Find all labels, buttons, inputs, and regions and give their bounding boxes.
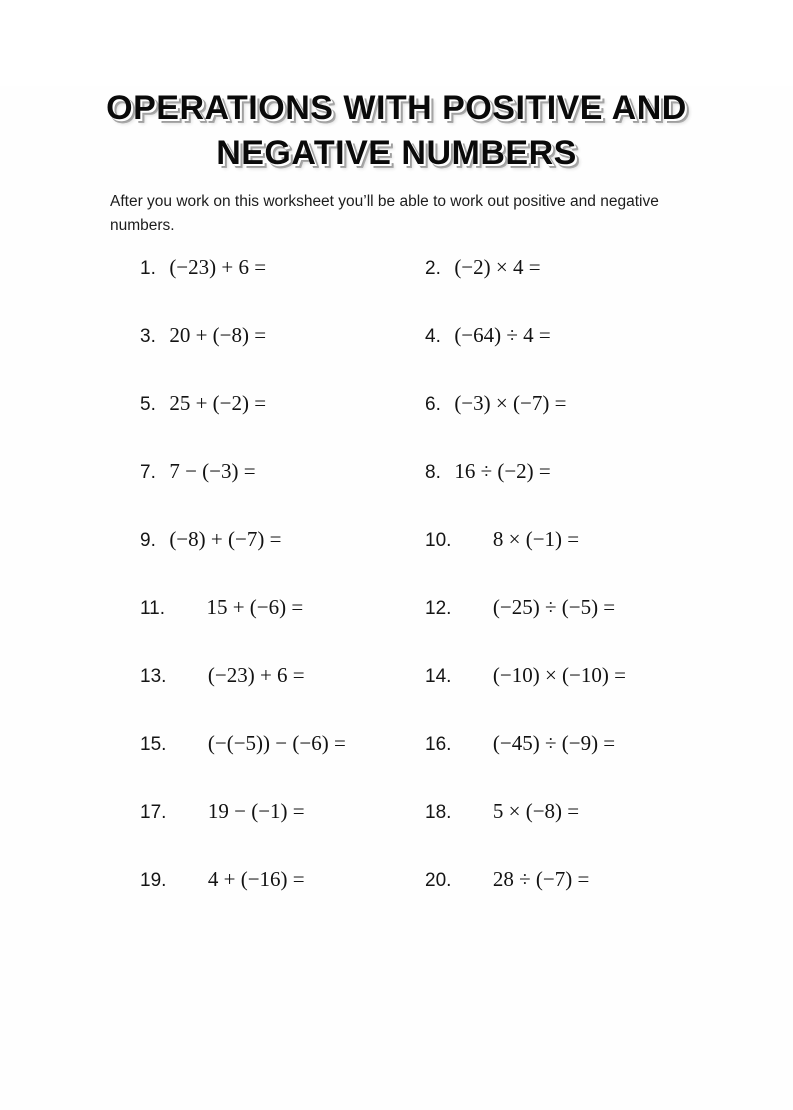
problem-number: 17.: [140, 802, 167, 823]
problem-expression: (−25) ÷ (−5) =: [492, 595, 616, 619]
problem-item: [425, 594, 793, 623]
problem-number: 18.: [425, 802, 452, 823]
problem-item: [425, 798, 793, 827]
problem-expression: (−8) + (−7) =: [169, 527, 282, 551]
problem-item: [140, 254, 425, 283]
problem-item: [140, 866, 425, 895]
problem-number: 10.: [425, 530, 452, 551]
problem-item: [140, 458, 425, 487]
problem-expression: (−23) + 6 =: [207, 663, 305, 687]
problem-item: [140, 526, 425, 555]
problem-expression: (−2) × 4 =: [454, 255, 541, 279]
problem-item: [140, 390, 425, 419]
problem-number: 1.: [140, 258, 156, 279]
problem-number: 11.: [140, 598, 166, 619]
problem-number: 13.: [140, 666, 167, 687]
problem-expression: 20 + (−8) =: [169, 323, 267, 347]
problem-number: 15.: [140, 734, 167, 755]
problem-expression: 7 − (−3) =: [169, 459, 256, 483]
problem-number: 9.: [140, 530, 156, 551]
problem-number: 3.: [140, 326, 156, 347]
title-line-1: OPERATIONS WITH POSITIVE AND: [106, 89, 687, 127]
problem-number: 12.: [425, 598, 452, 619]
problem-number: 6.: [425, 394, 441, 415]
problem-number: 4.: [425, 326, 441, 347]
problem-number: 2.: [425, 258, 441, 279]
problem-expression: 19 − (−1) =: [207, 799, 305, 823]
problem-item: [425, 254, 793, 283]
problem-number: 16.: [425, 734, 452, 755]
problem-expression: 5 × (−8) =: [492, 799, 580, 823]
intro-text: After you work on this worksheet you’ll be able to work out positive and negative numbers.: [110, 193, 659, 234]
problem-expression: (−10) × (−10) =: [492, 663, 626, 687]
problem-item: [140, 594, 425, 623]
problem-expression: (−23) + 6 =: [169, 255, 267, 279]
problem-number: 14.: [425, 666, 452, 687]
problem-expression: (−45) ÷ (−9) =: [492, 731, 616, 755]
problem-item: [140, 322, 425, 351]
problem-expression: 28 ÷ (−7) =: [492, 867, 590, 891]
problem-expression: 4 + (−16) =: [207, 867, 305, 891]
problem-number: 20.: [425, 870, 452, 891]
problem-expression: (−(−5)) − (−6) =: [207, 731, 346, 755]
problem-expression: 16 ÷ (−2) =: [454, 459, 551, 483]
problem-expression: (−64) ÷ 4 =: [454, 323, 551, 347]
problem-expression: 8 × (−1) =: [492, 527, 580, 551]
problem-item: [425, 458, 793, 487]
problem-item: [425, 730, 793, 759]
problem-number: 8.: [425, 462, 441, 483]
worksheet-page: [0, 86, 793, 1110]
worksheet-title: [0, 86, 793, 176]
problem-expression: 25 + (−2) =: [169, 391, 267, 415]
problem-item: [425, 662, 793, 691]
title-line-2: NEGATIVE NUMBERS: [216, 134, 577, 172]
problem-item: [140, 662, 425, 691]
problem-item: [140, 730, 425, 759]
problem-item: [425, 526, 793, 555]
problem-expression: (−3) × (−7) =: [454, 391, 567, 415]
problem-number: 5.: [140, 394, 156, 415]
problem-item: [140, 798, 425, 827]
problem-number: 19.: [140, 870, 167, 891]
problem-item: [425, 866, 793, 895]
problem-number: 7.: [140, 462, 156, 483]
problems-list: [0, 254, 793, 895]
problem-expression: 15 + (−6) =: [206, 595, 304, 619]
problem-item: [425, 322, 793, 351]
problem-item: [425, 390, 793, 419]
